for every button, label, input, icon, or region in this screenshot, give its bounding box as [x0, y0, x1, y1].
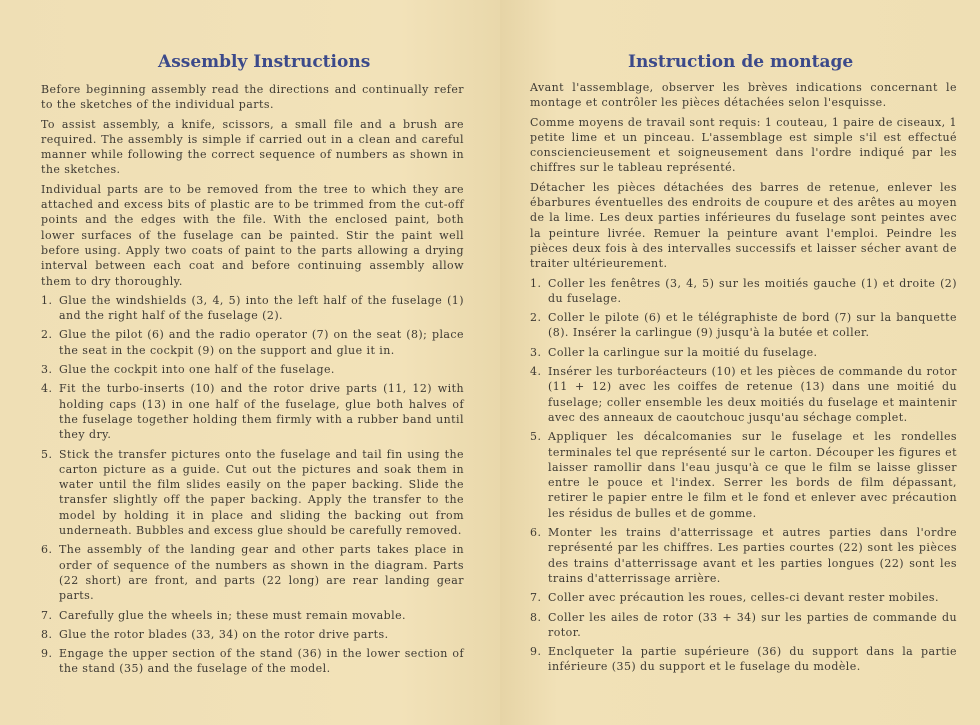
step-text: Glue the windshields (3, 4, 5) into the left half of the fuselage (1) and the right half of the fuselage (2).: [59, 293, 464, 323]
step-number: 8.: [530, 610, 542, 624]
step-text: Monter les trains d'atterrissage et autres parties dans l'ordre représenté par les chiffres. Les parties courtes (22) sont les pièces des trains d'atterrissage avant et les parties longues (22) sont les trains d'atterrissage arrière.: [548, 526, 957, 585]
step-text: Insérer les turboréacteurs (10) et les pièces de commande du rotor (11 + 12) avec les coiffes de retenue (13) dans une moitié du fuselage; coller ensemble les deux moitiés du fuselage et maintenir avec des anneaux de caoutchouc jusqu'au séchage complet.: [548, 365, 957, 424]
step-text: Coller le pilote (6) et le télégraphiste de bord (7) sur la banquette (8). Insérer la carlingue (9) jusqu'à la butée et coller.: [548, 311, 957, 340]
french-steps: [530, 276, 957, 675]
french-step: [530, 644, 957, 675]
english-step: [41, 646, 464, 677]
english-intro-1: Before beginning assembly read the directions and continually refer to the sketches of the individual parts.: [41, 83, 464, 112]
english-step: [41, 327, 464, 358]
english-step: [41, 447, 464, 539]
english-step: [41, 362, 464, 377]
french-intro-3: Détacher les pièces détachées des barres de retenue, enlever les ébarbures éventuelles des endroits de coupure et des arêtes au moyen de la lime. Les deux parties inférieures du fuselage sont peintes avec la peinture livrée. Remuer la peinture avant l'emploi. Peindre les pièces deux fois à des intervalles successifs et laisser sécher avant de traiter ultérieurement.: [530, 180, 957, 271]
french-step: [530, 276, 957, 307]
step-text: Coller la carlingue sur la moitié du fuselage.: [548, 345, 818, 359]
step-number: 4.: [41, 382, 53, 396]
step-number: 5.: [530, 430, 542, 444]
english-step: [41, 381, 464, 442]
step-text: Coller les ailes de rotor (33 + 34) sur les parties de commande du rotor.: [548, 610, 957, 639]
step-number: 2.: [530, 311, 542, 325]
step-text: Enclqueter la partie supérieure (36) du support dans la partie inférieure (35) du support et le fuselage du modèle.: [548, 645, 957, 674]
step-number: 9.: [530, 645, 542, 659]
french-step: [530, 345, 957, 360]
french-step: [530, 310, 957, 341]
step-number: 5.: [41, 447, 53, 461]
french-step: [530, 525, 957, 586]
step-number: 7.: [41, 608, 53, 622]
step-number: 7.: [530, 591, 542, 605]
step-number: 6.: [41, 543, 53, 557]
step-text: Appliquer les décalcomanies sur le fuselage et les rondelles terminales tel que représenté sur le carton. Découper les figures et laisser ramollir dans l'eau jusqu'à ce que le film se laisse glisser entre le pouce et l'index. Serrer les bords de film dépassant, retirer le papier entre le film et le fond et enlever avec précaution les résidus de bulles et de gomme.: [548, 430, 957, 520]
step-text: Glue the pilot (6) and the radio operator (7) on the seat (8); place the seat in the cockpit (9) on the support and glue it in.: [59, 328, 464, 357]
step-number: 6.: [530, 526, 542, 540]
step-number: 1.: [530, 276, 542, 290]
french-step: [530, 610, 957, 641]
english-step: [41, 542, 464, 603]
french-body: [530, 80, 957, 679]
french-step: [530, 590, 957, 605]
english-step: [41, 293, 464, 324]
french-intro-1: Avant l'assemblage, observer les brèves indications concernant le montage et contrôler les pièces détachées selon l'esquisse.: [530, 81, 957, 110]
step-text: Stick the transfer pictures onto the fuselage and tail fin using the carton picture as a guide. Cut out the pictures and soak them in water until the film slides easily on the paper backing. Slide the transfer slightly off the paper backing. Apply the transfer to the model by holding it in place and sliding the backing out from underneath. Bubbles and excess glue should be carefully removed.: [59, 447, 464, 538]
step-text: Fit the turbo-inserts (10) and the rotor drive parts (11, 12) with holding caps (13) in one half of the fuselage, glue both halves of the fuselage together holding them firmly with a rubber band until they dry.: [59, 382, 464, 442]
french-intro-2: Comme moyens de travail sont requis: 1 couteau, 1 paire de ciseaux, 1 petite lime et un pinceau. L'assemblage est simple s'il est effectué consciencieusement et soigneusement dans l'ordre indiqué par les chiffres sur le tableau représenté.: [530, 115, 957, 175]
step-text: Carefully glue the wheels in; these must remain movable.: [59, 608, 406, 622]
english-steps: [41, 293, 464, 677]
french-page: [500, 0, 980, 725]
english-intro-3: Individual parts are to be removed from the tree to which they are attached and excess bits of plastic are to be trimmed from the cut-off points and the edges with the file. With the enclosed paint, both lower surfaces of the fuselage can be painted. Stir the paint well before using. Apply two coats of paint to the parts allowing a drying interval between each coat and before continuing assembly allow them to dry thoroughly.: [41, 182, 464, 288]
step-number: 4.: [530, 365, 542, 379]
step-number: 9.: [41, 647, 53, 661]
step-text: The assembly of the landing gear and other parts takes place in order of sequence of the numbers as shown in the diagram. Parts (22 short) are front, and parts (22 long) are rear landing gear parts.: [59, 543, 464, 603]
step-number: 3.: [41, 363, 53, 377]
step-number: 1.: [41, 293, 53, 307]
french-title: Instruction de montage: [628, 52, 854, 72]
english-body: [41, 82, 464, 681]
step-text: Glue the rotor blades (33, 34) on the rotor drive parts.: [59, 627, 389, 641]
english-step: [41, 627, 464, 642]
english-title: Assembly Instructions: [158, 52, 371, 72]
french-step: [530, 364, 957, 425]
english-intro-2: To assist assembly, a knife, scissors, a small file and a brush are required. The assembly is simple if carried out in a clean and careful manner while following the correct sequence of numbers as shown in the sketches.: [41, 117, 464, 177]
step-text: Glue the cockpit into one half of the fuselage.: [59, 363, 335, 377]
step-number: 3.: [530, 345, 542, 359]
step-number: 2.: [41, 328, 53, 342]
french-step: [530, 429, 957, 521]
step-text: Engage the upper section of the stand (36) in the lower section of the stand (35) and the fuselage of the model.: [59, 647, 464, 676]
english-step: [41, 608, 464, 623]
step-number: 8.: [41, 627, 53, 641]
step-text: Coller les fenêtres (3, 4, 5) sur les moitiés gauche (1) et droite (2) du fuselage.: [548, 276, 957, 305]
step-text: Coller avec précaution les roues, celles-ci devant rester mobiles.: [548, 591, 939, 605]
